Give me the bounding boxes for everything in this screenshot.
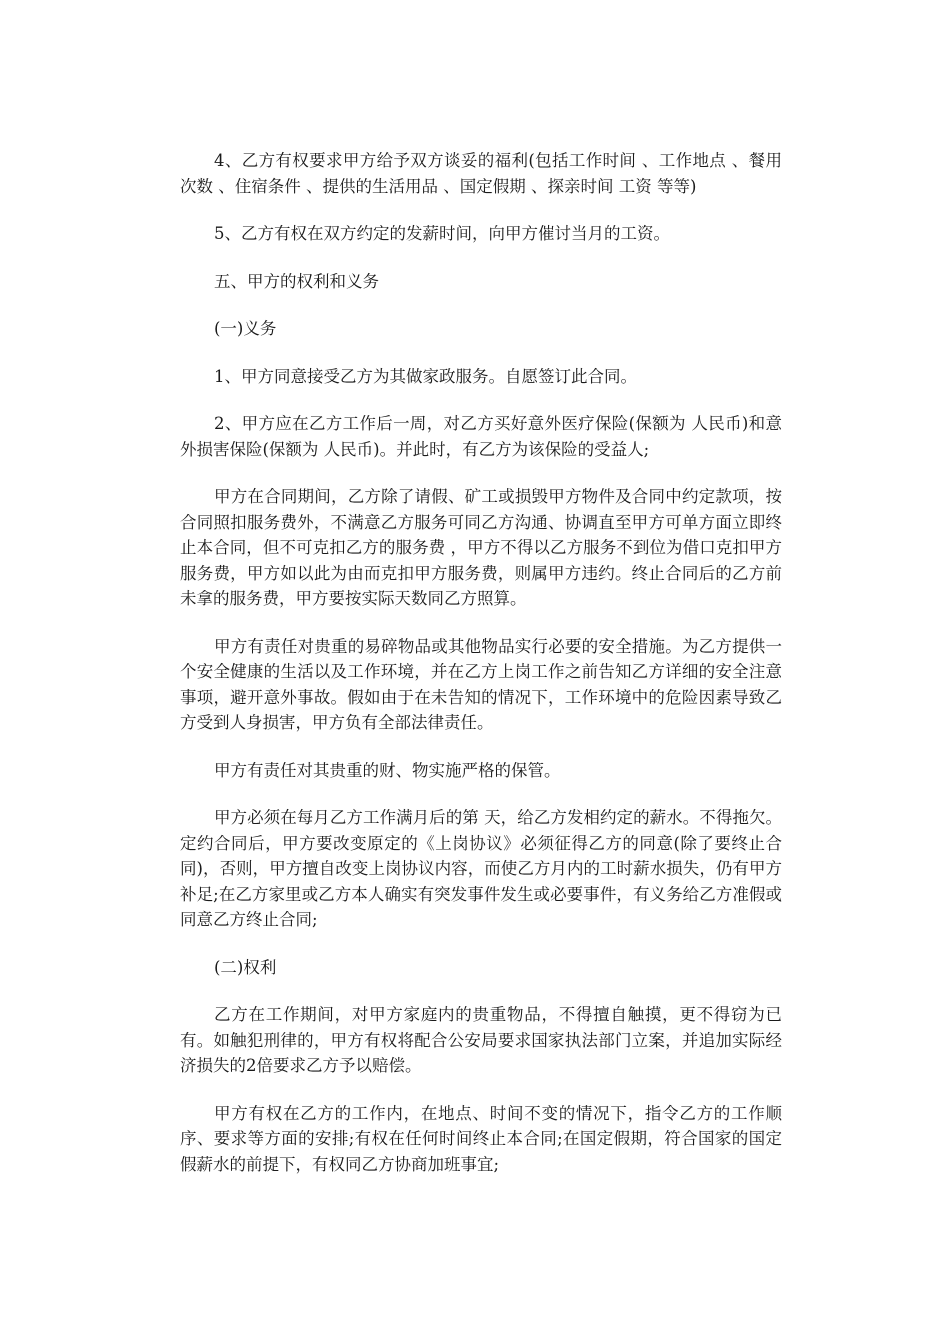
obligation-2-insurance: 2、甲方应在乙方工作后一周，对乙方买好意外医疗保险(保额为 人民币)和意外损害保险(保额为 人民币)。并此时，有乙方为该保险的受益人; xyxy=(180,414,782,459)
document-page xyxy=(180,148,782,1199)
obligation-valuables: 甲方有责任对其贵重的财、物实施严格的保管。 xyxy=(214,760,561,780)
clause-5-salary-request: 5、乙方有权在双方约定的发薪时间，向甲方催讨当月的工资。 xyxy=(214,224,670,243)
clause-4-benefits: 4、乙方有权要求甲方给予双方谈妥的福利(包括工作时间 、工作地点 、餐用次数 、住宿条件 、提供的生活用品 、国定假期 、探亲时间 工资 等等) xyxy=(180,151,782,196)
right-valuables: 乙方在工作期间，对甲方家庭内的贵重物品，不得擅自触摸，更不得窃为已有。如触犯刑律的，甲方有权将配合公安局要求国家执法部门立案，并追加实际经济损失的2倍要求乙方予以赔偿。 xyxy=(180,1005,782,1075)
right-work-arrangement: 甲方有权在乙方的工作内，在地点、时间不变的情况下，指令乙方的工作顺序、要求等方面的安排;有权在任何时间终止本合同;在国定假期，符合国家的国定假薪水的前提下，有权同乙方协商加班事宜; xyxy=(180,1103,782,1174)
obligation-payment: 甲方必须在每月乙方工作满月后的第 天，给乙方发相约定的薪水。不得拖欠。定约合同后，甲方要改变原定的《上岗协议》必须征得乙方的同意(除了要终止合同)，否则，甲方擅自改变上岗协议内容，而使乙方月内的工时薪水损失，仍有甲方补足;在乙方家里或乙方本人确实有突发事件发生或必要事件，有义务给乙方准假或同意乙方终止合同; xyxy=(180,808,782,929)
section-heading-party-a: 五、甲方的权利和义务 xyxy=(214,271,379,291)
obligation-1: 1、甲方同意接受乙方为其做家政服务。自愿签订此合同。 xyxy=(214,366,637,386)
subheading-obligations: (一)义务 xyxy=(214,319,277,338)
subheading-rights: (二)权利 xyxy=(214,957,277,977)
obligation-service-fee: 甲方在合同期间，乙方除了请假、矿工或损毁甲方物件及合同中约定款项，按合同照扣服务费外，不满意乙方服务可同乙方沟通、协调直至甲方可单方面立即终止本合同，但不可克扣乙方的服务费 ，甲方不得以乙方服务不到位为借口克扣甲方服务费，甲方如以此为由而克扣甲方服务费，则属甲方违约。终止合同后的乙方前未拿的服务费，甲方要按实际天数同乙方照算。 xyxy=(180,487,782,608)
obligation-safety: 甲方有责任对贵重的易碎物品或其他物品实行必要的安全措施。为乙方提供一个安全健康的生活以及工作环境，并在乙方上岗工作之前告知乙方详细的安全注意事项，避开意外事故。假如由于在未告知的情况下，工作环境中的危险因素导致乙方受到人身损害，甲方负有全部法律责任。 xyxy=(180,636,782,732)
